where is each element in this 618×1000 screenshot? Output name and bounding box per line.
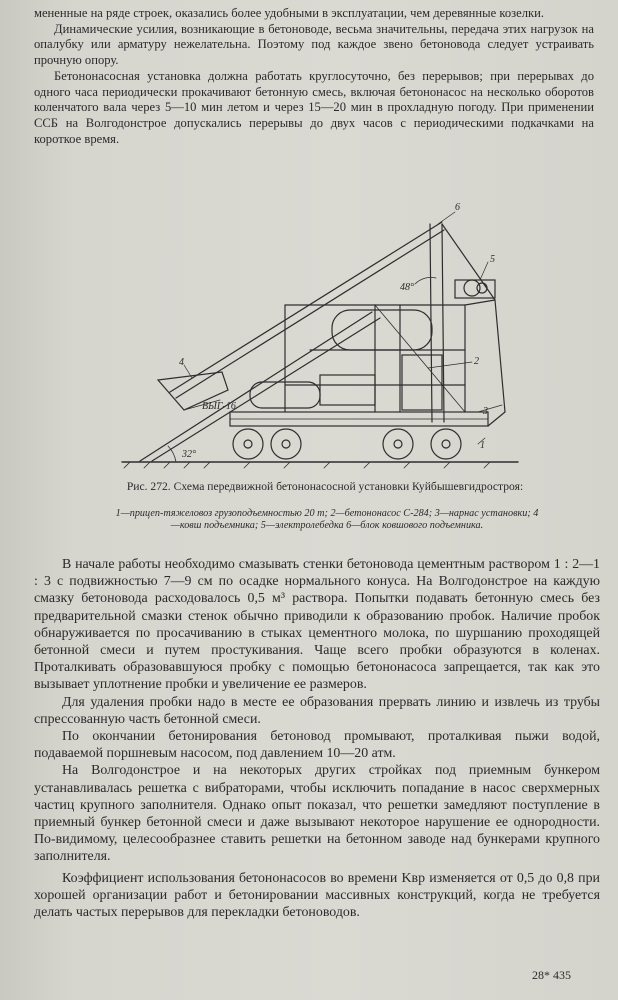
- figure-legend: 1—прицеп-тяжеловоз грузоподъемностью 20 т; 2—бетононасос С-284; 3—нарнас установки; 4—ковш подъемника; 5—электролебедка 6—блок ковшового подъемника.: [115, 508, 539, 531]
- figure-caption: Рис. 272. Схема передвижной бетононасосной установки Куйбышевгидростроя:: [126, 480, 524, 493]
- page-number: 28* 435: [532, 968, 571, 982]
- top-text-block: [34, 6, 594, 147]
- figure-label-4: 4: [179, 357, 184, 368]
- paragraph: Динамические усилия, возникающие в бетоноводе, весьма значительны, передача этих нагрузок на опалубку или арматуру нежелательна. Поэтому под каждое звено бетоновода следует устраивать прочную опору.: [34, 21, 594, 68]
- bucket-marking: ВЫГ-16: [202, 401, 236, 412]
- paragraph: мененные на ряде строек, оказались более удобными в эксплуатации, чем деревянные козелки.: [34, 6, 544, 20]
- figure-label-2: 2: [474, 356, 479, 367]
- body-text-block: [34, 556, 600, 921]
- paragraph: Коэффициент использования бетононасосов во времени Kвр изменяется от 0,5 до 0,8 при хорошей организации работ и бетонировании массивных конструкций, когда не требуется делать частых перерывов для перекладки бетоноводов.: [34, 870, 600, 921]
- figure-label-6: 6: [455, 202, 460, 213]
- paragraph: По окончании бетонирования бетоновод промывают, проталкивая пыжи водой, подаваемой поршневым насосом, под давлением 10—20 атм.: [34, 729, 600, 762]
- paragraph: Для удаления пробки надо в месте ее образования прервать линию и извлечь из трубы спрессованную часть бетонной смеси.: [34, 694, 600, 727]
- angle-top-label: 48°: [400, 282, 414, 293]
- paragraph: На Волгодонстрое и на некоторых других стройках под приемным бункером устанавливалась решетка с вибраторами, чтобы исключить попадание в насос сверхмерных частиц крупного заполнителя. Однако опыт показал, что решетки замедляют поступление в приемный бункер бетонной смеси и даже вызывают некоторое нарушение ее однородности. По-видимому, целесообразнее ставить решетки на бетонном заводе над бункерами крупного заполнителя.: [34, 763, 600, 865]
- angle-bottom-label: 32°: [182, 449, 196, 460]
- figure-label-3: 3: [483, 406, 488, 417]
- paragraph: В начале работы необходимо смазывать стенки бетоновода цементным раствором 1 : 2—1 : 3 с подвижностью 7—9 см по осадке нормального конуса. На Волгодонстрое на каждую смазку бетоновода расходовалось 0,5 м³ раствора. Попытки подавать бетонную смесь без предварительной смазки стенок обычно приводили к образованию пробок. Наличие пробок обнаруживается по просачиванию в стыках цементного молока, по шуршанию проходящей бетонной смеси и путем простукивания. Чаще всего пробки образуются в коленах. Проталкивать образовавшуюся пробку с помощью бетононасоса запрещается, так как это вызывает уплотнение пробки и увеличение ее размеров.: [34, 557, 600, 693]
- figure-label-5: 5: [490, 254, 495, 265]
- figure-label-1: 1: [480, 440, 485, 451]
- concrete-pump-diagram: [110, 200, 530, 475]
- paragraph: Бетононасосная установка должна работать круглосуточно, без перерывов; при перерывах до одного часа периодически прокачивают бетонную смесь, включая бетононасос на несколько оборотов коленчатого вала через 5—10 мин летом и через 15—20 мин в прохладную погоду. При применении ССБ на Волгодонстрое допускались перерывы до двух часов с периодическими подкачками на короткое время.: [34, 68, 594, 146]
